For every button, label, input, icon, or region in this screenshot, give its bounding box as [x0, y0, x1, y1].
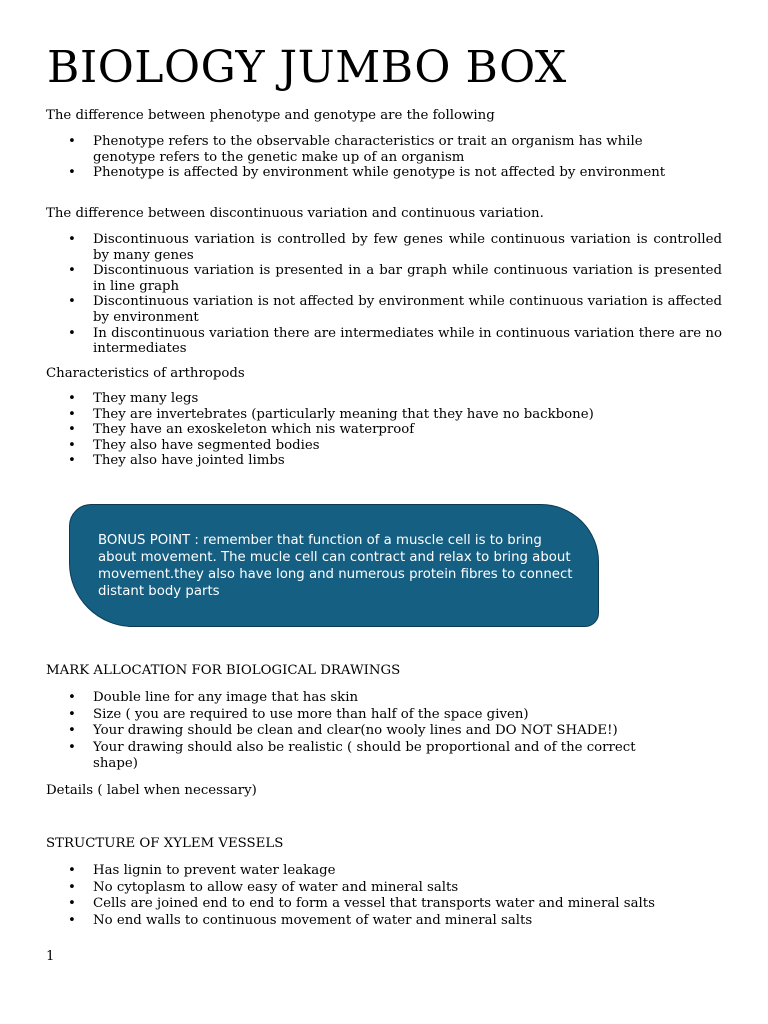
section-heading-phenotype-genotype: The difference between phenotype and genotype are the following	[46, 108, 495, 123]
section-heading-xylem: STRUCTURE OF XYLEM VESSELS	[46, 836, 284, 851]
list-item: • They also have segmented bodies	[46, 438, 722, 454]
list-item: • They are invertebrates (particularly meaning that they have no backbone)	[46, 407, 722, 423]
list-xylem	[46, 863, 722, 930]
list-phenotype-genotype	[46, 134, 722, 181]
list-item: • Has lignin to prevent water leakage	[46, 863, 722, 880]
section-heading-variation: The difference between discontinuous variation and continuous variation.	[46, 206, 544, 221]
list-mark-allocation	[46, 690, 722, 773]
list-item: • Size ( you are required to use more than half of the space given)	[46, 707, 722, 724]
list-item: • Your drawing should also be realistic ( should be proportional and of the correct shape)	[46, 740, 722, 773]
document-title: BIOLOGY JUMBO BOX	[47, 42, 567, 93]
list-item	[46, 263, 722, 294]
list-item	[46, 326, 722, 357]
list-item: • No cytoplasm to allow easy of water and mineral salts	[46, 880, 722, 897]
list-item: • Phenotype refers to the observable characteristics or trait an organism has while genotype refers to the genetic make up of an organism	[46, 134, 722, 165]
list-arthropods	[46, 391, 722, 469]
details-note: Details ( label when necessary)	[46, 783, 257, 798]
list-item: • They many legs	[46, 391, 722, 407]
list-item: • Double line for any image that has skin	[46, 690, 722, 707]
list-item-text: • Discontinuous variation is not affected by environment while continuous variation is affected by environment	[93, 294, 722, 325]
list-item: • Cells are joined end to end to form a vessel that transports water and mineral salts	[46, 896, 722, 913]
list-item: • They have an exoskeleton which nis waterproof	[46, 422, 722, 438]
list-variation	[46, 232, 722, 357]
list-item-text: • In discontinuous variation there are intermediates while in continuous variation there are no intermediates	[93, 325, 722, 357]
list-item	[46, 294, 722, 325]
section-heading-mark-allocation: MARK ALLOCATION FOR BIOLOGICAL DRAWINGS	[46, 663, 401, 678]
page-number: 1	[46, 949, 55, 964]
bonus-point-callout	[69, 504, 599, 627]
list-item-text: • Discontinuous variation is presented in a bar graph while continuous variation is presented in line graph	[93, 263, 722, 294]
bonus-point-text: BONUS POINT : remember that function of a muscle cell is to bring about movement. The mucle cell can contract and relax to bring about movement.they also have long and numerous protein fibres to connect distant body parts	[98, 533, 573, 599]
list-item-text: • Discontinuous variation is controlled by few genes while continuous variation is controlled by many genes	[93, 232, 722, 263]
list-item: • No end walls to continuous movement of water and mineral salts	[46, 913, 722, 930]
list-item: • They also have jointed limbs	[46, 453, 722, 469]
list-item: • Phenotype is affected by environment while genotype is not affected by environment	[46, 165, 722, 181]
list-item	[46, 232, 722, 263]
section-heading-arthropods: Characteristics of arthropods	[46, 366, 245, 381]
list-item: • Your drawing should be clean and clear(no wooly lines and DO NOT SHADE!)	[46, 723, 722, 740]
